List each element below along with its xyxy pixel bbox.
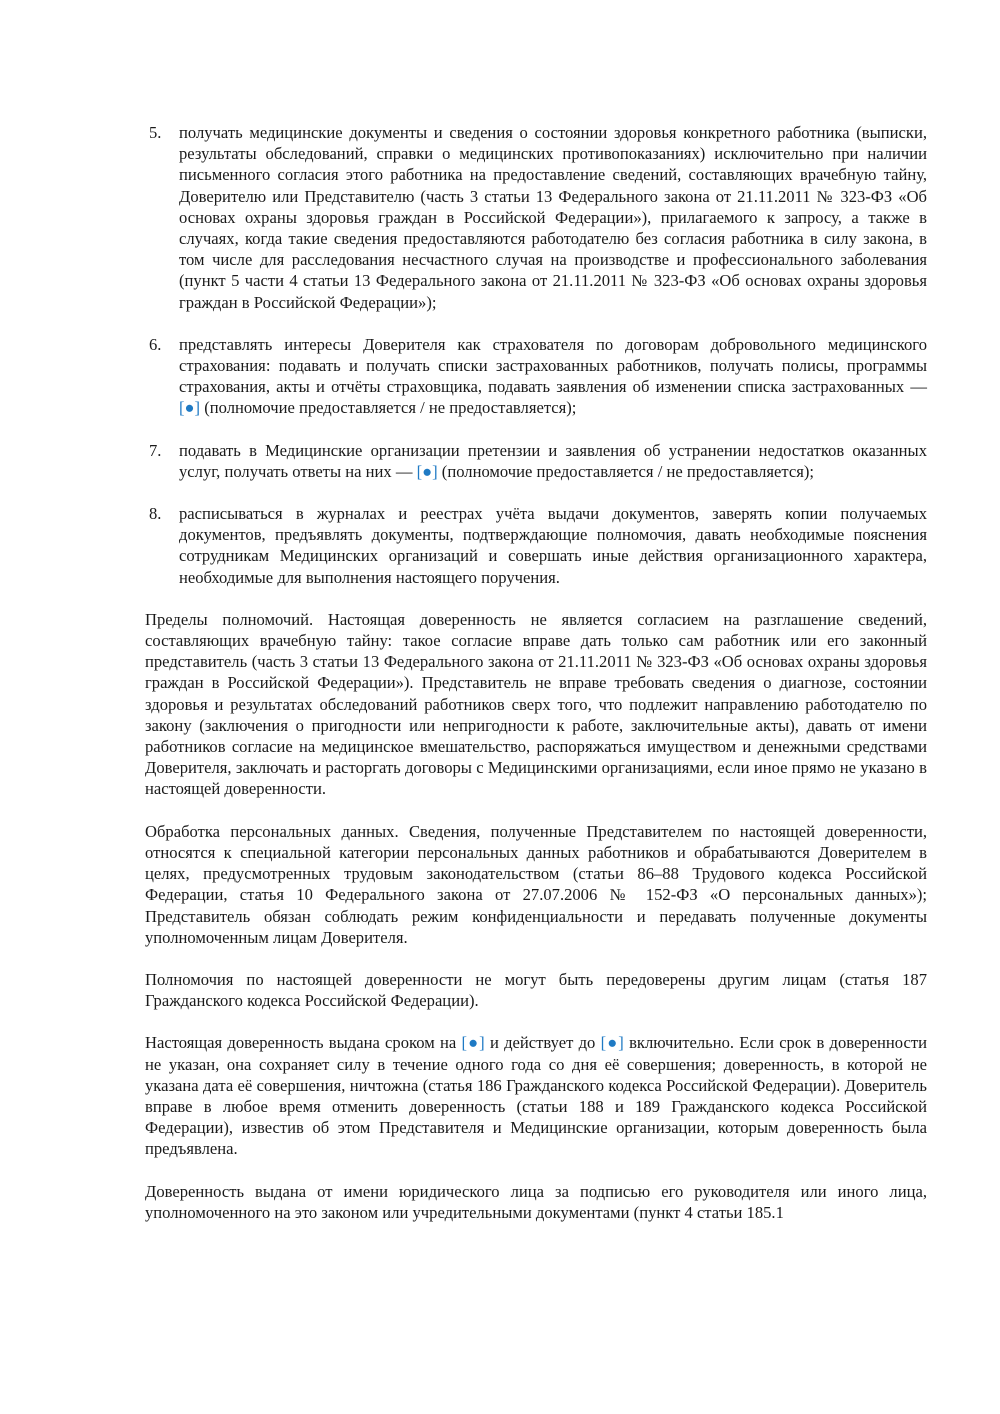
legal-entity-paragraph: Доверенность выдана от имени юридического лица за подписью его руководителя или иного лица, уполномоченного на это законом или учредительными документами (пункт 4 статьи 185.1 — [145, 1181, 927, 1222]
list-item-text-before: подавать в Медицинские организации претензии и заявления об устранении недостатков оказанных услуг, получать ответы на них — — [179, 440, 927, 481]
list-item-number: 6. — [149, 334, 162, 354]
placeholder-field-term[interactable]: [●] — [461, 1033, 485, 1053]
document-page — [145, 122, 927, 1244]
powers-list — [145, 122, 927, 588]
list-item-8 — [145, 503, 927, 588]
list-item-text — [179, 440, 927, 482]
list-item-number: 7. — [149, 440, 162, 460]
list-item-5 — [145, 122, 927, 313]
limits-paragraph: Пределы полномочий. Настоящая доверенность не является согласием на разглашение сведений, составляющих врачебную тайну: такое согласие вправе дать только сам работник или его законный представитель (часть 3 статьи 13 Федерального закона от 21.11.2011 № 323-ФЗ «Об основах охраны здоровья граждан в Российской Федерации»). Представитель не вправе требовать сведения о диагнозе, состоянии здоровья и результатах обследований работников сверх того, что подлежит направлению работодателю по закону (заключения о пригодности или непригодности к работе, заключительные акты), давать от имени работников согласие на медицинское вмешательство, распоряжаться имуществом и денежными средствами Доверителя, заключать и расторгать договоры с Медицинскими организациями, если иное прямо не указано в настоящей доверенности. — [145, 609, 927, 799]
list-item-number: 5. — [149, 123, 162, 142]
term-text-1: Настоящая доверенность выдана сроком на — [145, 1033, 462, 1053]
term-paragraph — [145, 1032, 927, 1159]
placeholder-field-date[interactable]: [●] — [600, 1033, 624, 1053]
list-item-text-after: (полномочие предоставляется / не предоставляется); — [437, 461, 814, 481]
list-item-text-after: (полномочие предоставляется / не предоставляется); — [200, 398, 577, 418]
term-text-2: и действует до — [484, 1033, 601, 1053]
no-substitution-paragraph: Полномочия по настоящей доверенности не могут быть передоверены другим лицам (статья 187 Гражданского кодекса Российской Федерации). — [145, 969, 927, 1011]
list-item-7 — [145, 440, 927, 482]
placeholder-field[interactable]: [●] — [416, 461, 438, 481]
list-item-6 — [145, 334, 927, 419]
term-text-3: включительно. Если срок в доверенности не указан, она сохраняет силу в течение одного года со дня её совершения; доверенность, в которой не указана дата её совершения, ничтожна (статья 186 Гражданского кодекса Российской Федерации). Доверитель вправе в любое время отменить доверенность (статьи 188 и 189 Гражданского кодекса Российской Федерации), известив об этом Представителя и Медицинские организации, которым доверенность была предъявлена. — [145, 1033, 927, 1159]
placeholder-field[interactable]: [●] — [179, 398, 201, 418]
list-item-text: расписываться в журналах и реестрах учёта выдачи документов, заверять копии получаемых документов, предъявлять документы, подтверждающие полномочия, давать необходимые пояснения сотрудникам Медицинских организаций и совершать иные действия организационного характера, необходимые для выполнения настоящего поручения. — [179, 504, 927, 587]
list-item-text: получать медицинские документы и сведения о состоянии здоровья конкретного работника (выписки, результаты обследований, справки о медицинских противопоказаниях) исключительно при наличии письменного согласия этого работника на предоставление сведений, составляющих врачебную тайну, Доверителю или Представителю (часть 3 статьи 13 Федерального закона от 21.11.2011 № 323-ФЗ «Об основах охраны здоровья граждан в Российской Федерации»), прилагаемого к запросу, а также в случаях, когда такие сведения предоставляются работодателю без согласия работника в силу закона, в том числе для расследования несчастного случая на производстве и профессионального заболевания (пункт 5 части 4 статьи 13 Федерального закона от 21.11.2011 № 323-ФЗ «Об основах охраны здоровья граждан в Российской Федерации»); — [179, 123, 927, 312]
list-item-text-before: представлять интересы Доверителя как страхователя по договорам добровольного медицинского страхования: подавать и получать списки застрахованных работников, получать полисы, программы страхования, акты и отчёты страховщика, подавать заявления об изменении списка застрахованных — — [179, 334, 927, 397]
personal-data-paragraph: Обработка персональных данных. Сведения, полученные Представителем по настоящей доверенности, относятся к специальной категории персональных данных работников и обрабатываются Доверителем в целях, предусмотренных трудовым законодательством (статьи 86–88 Трудового кодекса Российской Федерации, статья 10 Федерального закона от 27.07.2006 № 152-ФЗ «О персональных данных»); Представитель обязан соблюдать режим конфиденциальности и передавать полученные документы уполномоченным лицам Доверителя. — [145, 821, 927, 947]
list-item-text — [179, 334, 927, 419]
list-item-number: 8. — [149, 504, 162, 524]
